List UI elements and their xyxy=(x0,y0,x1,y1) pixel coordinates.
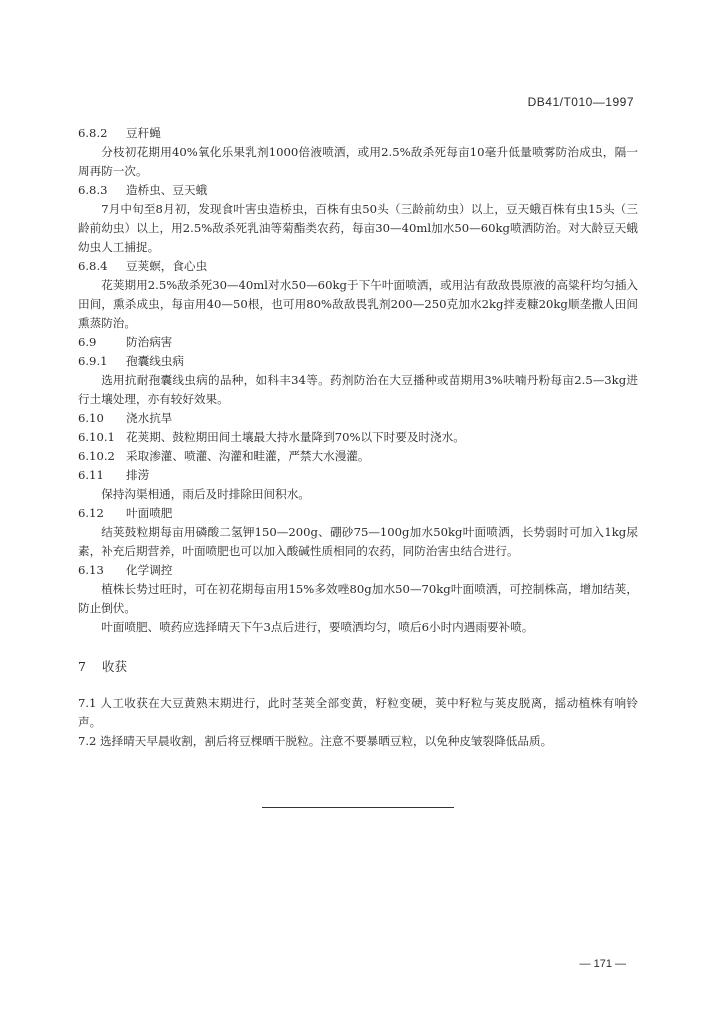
section-title: 采取渗灌、喷灌、沟灌和畦灌，严禁大水漫灌。 xyxy=(126,449,370,463)
section-title: 孢囊线虫病 xyxy=(126,354,184,368)
paragraph: 花荚期用2.5%敌杀死30—40ml对水50—60kg于下午叶面喷洒，或用沾有敌敌畏原液的高粱秆均匀插入田间，熏杀成虫，每亩用40—50根，也可用80%敌敌畏乳剂200—250克加水2kg拌麦糠20kg顺垄撒人田间熏蒸防治。 xyxy=(78,278,638,330)
section-heading xyxy=(78,409,638,428)
section-number: 6.10.2 xyxy=(78,449,115,463)
section-number: 6.10 xyxy=(78,411,104,425)
section-number: 6.13 xyxy=(78,563,104,577)
paragraph: 保持沟渠相通，雨后及时排除田间积水。 xyxy=(101,487,310,501)
section-7-heading xyxy=(78,657,638,676)
section-title: 豆秆蝇 xyxy=(126,126,161,140)
section-title: 浇水抗旱 xyxy=(126,411,173,425)
item-text: 选择晴天早晨收割，割后将豆棵晒干脱粒。注意不要暴晒豆粒，以免种皮皱裂降低品质。 xyxy=(100,734,553,748)
section-heading xyxy=(78,561,638,580)
paragraph: 植株长势过旺时，可在初花期每亩用15%多效唑80g加水50—70kg叶面喷洒，可控制株高，增加结荚，防止倒伏。 xyxy=(78,582,638,615)
section-number: 6.8.3 xyxy=(78,183,108,197)
document-body xyxy=(78,124,638,751)
section-heading xyxy=(78,333,638,352)
section-heading xyxy=(78,257,638,276)
section-number: 6.10.1 xyxy=(78,430,115,444)
section-heading xyxy=(78,124,638,143)
section-number: 6.9 xyxy=(78,335,97,349)
document-code: DB41/T010—1997 xyxy=(527,95,634,109)
section-heading xyxy=(78,447,638,466)
section-title: 防治病害 xyxy=(126,335,173,349)
paragraph: 分枝初花期用40%氧化乐果乳剂1000倍液喷洒，或用2.5%敌杀死每亩10毫升低量喷雾防治成虫，隔一周再防一次。 xyxy=(78,145,638,178)
item-text: 人工收获在大豆黄熟末期进行，此时茎荚全部变黄，籽粒变硬，荚中籽粒与荚皮脱离，摇动植株有响铃声。 xyxy=(78,696,638,729)
page-number: — 171 — xyxy=(579,958,626,970)
section-heading xyxy=(78,466,638,485)
section-number: 6.9.1 xyxy=(78,354,108,368)
section-title: 收获 xyxy=(102,659,128,674)
section-title: 花荚期、鼓粒期田间土壤最大持水量降到70%以下时要及时浇水。 xyxy=(126,430,465,444)
section-number: 6.12 xyxy=(78,506,104,520)
paragraph: 叶面喷肥、喷药应选择晴天下午3点后进行，要喷洒均匀，喷后6小时内遇雨要补喷。 xyxy=(101,620,534,634)
section-number: 6.8.4 xyxy=(78,259,108,273)
section-heading xyxy=(78,352,638,371)
section-title: 叶面喷肥 xyxy=(126,506,173,520)
paragraph: 选用抗耐孢囊线虫病的品种，如科丰34等。药剂防治在大豆播种或苗期用3%呋喃丹粉每亩2.5—3kg进行土壤处理，亦有较好效果。 xyxy=(78,373,638,406)
section-title: 豆荚螟，食心虫 xyxy=(126,259,208,273)
section-title: 造桥虫、豆天蛾 xyxy=(126,183,208,197)
item-number: 7.2 xyxy=(78,734,97,748)
section-number: 7 xyxy=(78,659,86,674)
section-heading xyxy=(78,428,638,447)
section-heading xyxy=(78,504,638,523)
end-rule xyxy=(262,807,454,808)
harvest-item xyxy=(78,694,638,732)
item-number: 7.1 xyxy=(78,696,97,710)
section-title: 排涝 xyxy=(126,468,150,482)
section-heading xyxy=(78,181,638,200)
section-number: 6.8.2 xyxy=(78,126,108,140)
section-number: 6.11 xyxy=(78,468,104,482)
paragraph: 7月中旬至8月初，发现食叶害虫造桥虫，百株有虫50头（三龄前幼虫）以上，豆天蛾百株有虫15头（三龄前幼虫）以上，用2.5%敌杀死乳油等菊酯类农药，每亩30—40ml加水50—60kg喷洒防治。对大龄豆天蛾幼虫人工捕捉。 xyxy=(78,202,638,254)
harvest-item xyxy=(78,732,638,751)
section-title: 化学调控 xyxy=(126,563,173,577)
paragraph: 结荚鼓粒期每亩用磷酸二氢钾150—200g、硼砂75—100g加水50kg叶面喷洒，长势弱时可加入1kg尿素，补充后期营养，叶面喷肥也可以加入酸碱性质相同的农药，同防治害虫结合进行。 xyxy=(78,525,638,558)
